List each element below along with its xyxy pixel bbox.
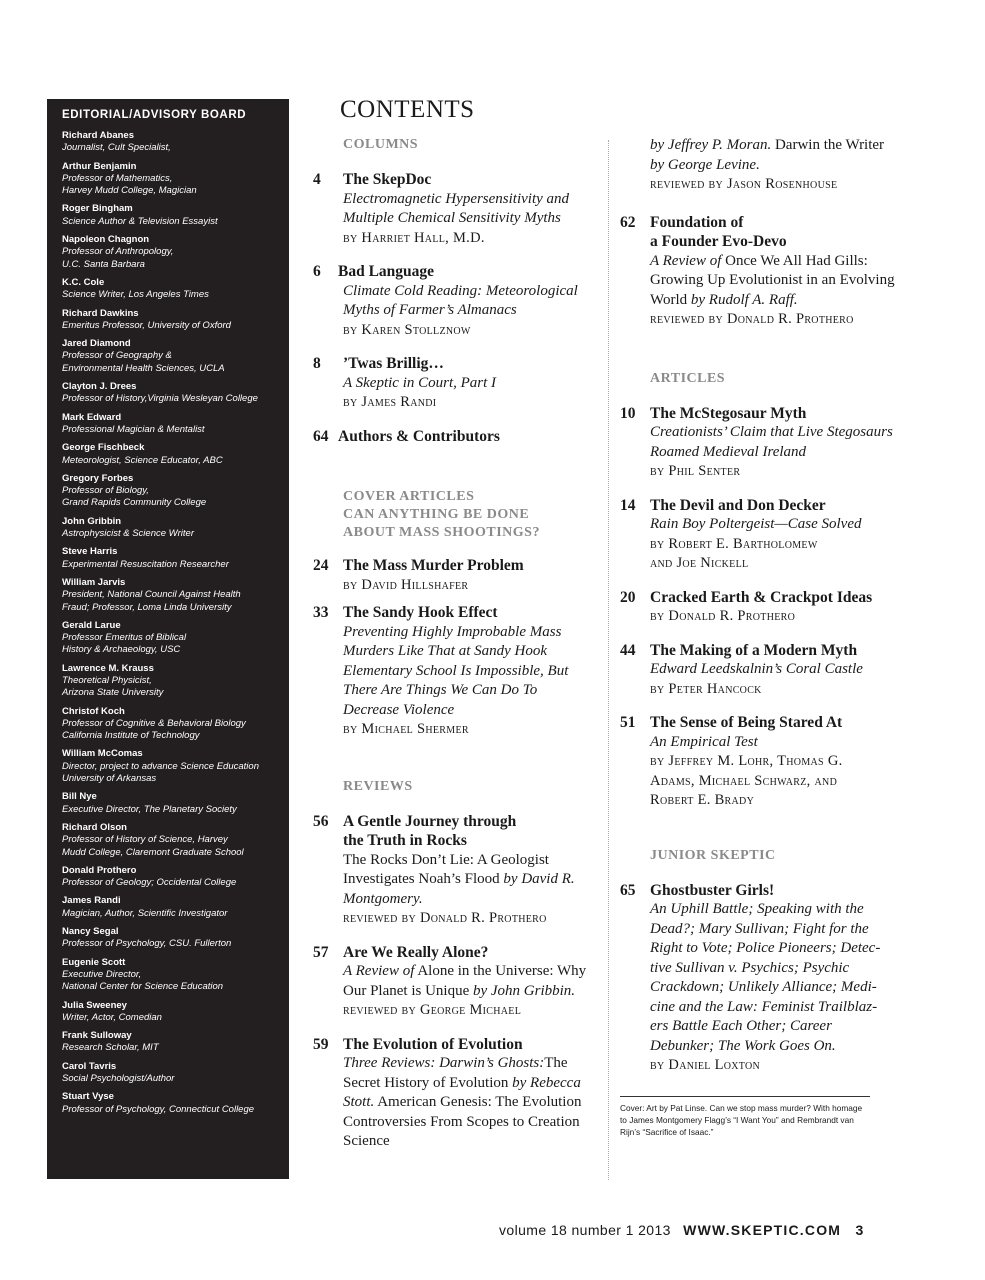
board-member (62, 130, 289, 155)
page-number: 14 (620, 496, 636, 514)
board-member (62, 234, 289, 271)
toc-entry[interactable] (313, 603, 593, 740)
member-role: President, National Council Against Health Fraud; Professor, Loma Linda University (62, 589, 241, 613)
entry-byline: reviewed by Jason Rosenhouse (650, 176, 838, 192)
entry-title: Bad Language (338, 263, 435, 280)
toc-entry[interactable] (313, 556, 593, 595)
member-name: Clayton J. Drees (62, 381, 137, 393)
entry-subtitle: A Review of Alone in the Universe: Why Our Planet is Unique by John Gribbin. (343, 963, 587, 999)
column-divider (608, 140, 609, 1180)
entry-title: Cracked Earth & Crackpot Ideas (650, 588, 873, 606)
entry-byline: by Phil Senter (650, 463, 741, 479)
toc-entry[interactable] (620, 496, 900, 574)
section-heading-junior-skeptic: JUNIOR SKEPTIC (650, 847, 776, 863)
entry-title: The SkepDoc (343, 171, 432, 188)
entry-title: Ghostbuster Girls! (650, 881, 775, 899)
contents-column-left (313, 136, 593, 1152)
entry-subtitle: An Empirical Test (650, 733, 758, 750)
member-role: Professor of History,Virginia Wesleyan College (62, 393, 258, 405)
member-name: Richard Abanes (62, 130, 134, 141)
board-member (62, 822, 289, 859)
member-role: Science Author & Television Essayist (62, 215, 218, 227)
page-number: 20 (620, 588, 636, 606)
member-role: Professor of Biology, Grand Rapids Community College (62, 485, 207, 509)
member-name: William McComas (62, 748, 143, 760)
member-role: Journalist, Cult Specialist, (62, 142, 171, 154)
page-footer (499, 1222, 864, 1238)
entry-title: Foundation of (650, 213, 744, 231)
entry-title: Authors & Contributors (338, 427, 500, 445)
entry-subtitle: The Rocks Don’t Lie: A Geologist Investigates Noah’s Flood by David R. Montgomery. (343, 851, 575, 907)
toc-entry[interactable] (313, 1035, 593, 1152)
entry-byline: reviewed by George Michael (343, 1002, 522, 1018)
entry-byline: by Daniel Loxton (650, 1057, 761, 1073)
entry-byline: by James Randi (343, 394, 437, 410)
entry-byline: by Jeffrey M. Lohr, Thomas G. (650, 753, 843, 769)
member-role: Writer, Actor, Comedian (62, 1011, 162, 1023)
page-number: 33 (313, 604, 329, 621)
entry-subtitle: Climate Cold Reading: Meteorological Myths of Farmer’s Almanacs (343, 282, 578, 318)
page-number: 6 (313, 263, 321, 280)
entry-title: The Sandy Hook Effect (343, 604, 498, 621)
page-number: 51 (620, 714, 636, 731)
member-role: Theoretical Physicist, Arizona State University (62, 674, 164, 699)
member-role: Professor of Psychology, Connecticut College (62, 1103, 255, 1115)
cover-credit: Cover: Art by Pat Linse. Can we stop mass murder? With homage to James Montgomery Flagg’s “I Want You” and Rembrandt van Rijn’s “Sacrifice of Isaac.” (620, 1096, 870, 1139)
entry-title: the Truth in Rocks (343, 832, 467, 849)
editorial-advisory-board (47, 99, 289, 1179)
board-member (62, 865, 289, 890)
member-name: Arthur Benjamin (62, 160, 137, 172)
member-name: Napoleon Chagnon (62, 234, 150, 246)
member-role: Executive Director, The Planetary Society (62, 803, 237, 815)
entry-subtitle: Rain Boy Poltergeist—Case Solved (650, 516, 862, 532)
member-role: Professor of Cognitive & Behavioral Biology California Institute of Technology (62, 717, 246, 742)
entry-title: Are We Really Alone? (343, 943, 489, 961)
member-name: Mark Edward (62, 411, 122, 423)
contents-column-right (620, 136, 900, 1138)
toc-entry[interactable] (620, 404, 900, 482)
board-member (62, 1000, 289, 1025)
entry-title: The Making of a Modern Myth (650, 641, 858, 659)
entry-title: The McStegosaur Myth (650, 404, 807, 422)
page-number-footer: 3 (855, 1222, 864, 1238)
entry-byline: by Robert E. Bartholomew (650, 535, 818, 552)
toc-entry[interactable] (620, 641, 900, 700)
entry-title: ’Twas Brillig… (343, 355, 444, 372)
toc-entry[interactable] (620, 881, 900, 1076)
member-role: Executive Director, National Center for Science Education (62, 968, 224, 993)
entry-subtitle: Edward Leedskalnin’s Coral Castle (650, 661, 863, 677)
member-name: Donald Prothero (62, 864, 137, 876)
board-member (62, 516, 289, 541)
member-name: Richard Olson (62, 821, 127, 833)
entry-title: The Mass Murder Problem (343, 557, 524, 574)
page-number: 4 (313, 171, 321, 188)
member-role: Research Scholar, MIT (62, 1042, 159, 1054)
page-number: 59 (313, 1035, 329, 1053)
board-member (62, 308, 289, 333)
board-member (62, 1030, 289, 1055)
board-member (62, 1091, 289, 1116)
entry-subtitle: Preventing Highly Improbable Mass Murders Like That at Sandy Hook Elementary School Is Impossible, But There Are Things We Can Do To Decrease Violence (343, 623, 569, 718)
page-number: 10 (620, 404, 636, 422)
board-member (62, 957, 289, 994)
entry-subtitle: A Review of Once We All Had Gills: Growing Up Evolutionist in an Evolving World by Rudolf A. Raff. (650, 252, 895, 308)
board-member (62, 895, 289, 920)
issue-info: volume 18 number 1 2013 (499, 1222, 671, 1238)
member-name: Eugenie Scott (62, 956, 126, 968)
page-number: 8 (313, 355, 321, 372)
entry-subtitle: by Jeffrey P. Moran. Darwin the Writer by George Levine. (650, 137, 885, 173)
toc-entry[interactable] (313, 943, 593, 1021)
section-heading-cover-articles: COVER ARTICLES CAN ANYTHING BE DONE ABOUT MASS SHOOTINGS? (343, 489, 540, 540)
toc-entry-continued[interactable] (620, 136, 900, 195)
entry-byline: and Joe Nickell (650, 555, 749, 571)
member-role: Astrophysicist & Science Writer (62, 528, 194, 540)
board-member (62, 338, 289, 375)
member-role: Science Writer, Los Angeles Times (62, 289, 209, 301)
member-name: Julia Sweeney (62, 999, 127, 1011)
member-name: Gerald Larue (62, 619, 121, 631)
member-role: Professor of Mathematics, Harvey Mudd College, Magician (62, 172, 197, 197)
member-name: Nancy Segal (62, 926, 119, 938)
member-name: William Jarvis (62, 576, 126, 588)
section-heading-reviews: REVIEWS (343, 778, 413, 794)
entry-title: The Devil and Don Decker (650, 496, 826, 514)
member-name: George Fischbeck (62, 442, 145, 454)
board-member (62, 473, 289, 510)
board-member (62, 620, 289, 657)
entry-title: The Sense of Being Stared At (650, 714, 843, 731)
page-number: 65 (620, 881, 636, 899)
entry-subtitle: A Skeptic in Court, Part I (343, 374, 497, 391)
member-name: James Randi (62, 895, 121, 907)
entry-subtitle: An Uphill Battle; Speaking with the Dead?; Mary Sullivan; Fight for the Right to Vote; Police Pioneers; Detec- tive Sullivan v. Psychics; Psychic Crackdown; Unlikely Alliance; Medi- cine and the Law: Feminist Trailblaz- ers Battle Each Other; Career Debunker; The Work Goes On. (650, 901, 881, 1054)
toc-entry[interactable] (313, 170, 593, 248)
entry-title: The Evolution of Evolution (343, 1035, 523, 1053)
toc-entry[interactable] (313, 812, 593, 929)
page-number: 64 (313, 427, 329, 445)
board-member (62, 791, 289, 816)
member-role: Magician, Author, Scientific Investigator (62, 907, 228, 919)
entry-subtitle: Electromagnetic Hypersensitivity and Multiple Chemical Sensitivity Myths (343, 190, 570, 226)
toc-entry[interactable] (620, 213, 900, 330)
toc-entry[interactable] (620, 588, 900, 627)
page-title: CONTENTS (340, 96, 475, 123)
board-member (62, 706, 289, 743)
board-member (62, 412, 289, 437)
toc-entry[interactable] (313, 262, 593, 340)
board-member (62, 926, 289, 951)
member-role: Director, project to advance Science Education University of Arkansas (62, 760, 259, 785)
entry-byline: by Peter Hancock (650, 680, 762, 697)
member-name: Gregory Forbes (62, 472, 134, 484)
entry-byline: Robert E. Brady (650, 792, 755, 808)
member-role: Meteorologist, Science Educator, ABC (62, 454, 223, 466)
page-number: 57 (313, 943, 329, 961)
member-name: Roger Bingham (62, 203, 133, 215)
entry-title: a Founder Evo-Devo (650, 233, 787, 250)
page-number: 24 (313, 557, 329, 574)
entry-byline: Adams, Michael Schwarz, and (650, 772, 838, 789)
member-name: K.C. Cole (62, 276, 105, 288)
member-name: Richard Dawkins (62, 307, 139, 319)
member-role: Emeritus Professor, University of Oxford (62, 319, 231, 331)
entry-subtitle: Creationists’ Claim that Live Stegosaurs Roamed Medieval Ireland (650, 424, 893, 460)
board-member (62, 748, 289, 785)
entry-byline: by Harriet Hall, M.D. (343, 229, 485, 246)
entry-byline: reviewed by Donald R. Prothero (343, 910, 547, 926)
toc-entry[interactable] (620, 713, 900, 811)
entry-byline: reviewed by Donald R. Prothero (650, 311, 854, 327)
board-member-list (62, 130, 289, 1116)
page-number: 44 (620, 641, 636, 659)
member-role: Professor of Psychology, CSU. Fullerton (62, 938, 232, 950)
board-member (62, 161, 289, 198)
member-name: Christof Koch (62, 705, 125, 717)
member-role: Experimental Resuscitation Researcher (62, 558, 229, 570)
section-heading-articles: ARTICLES (650, 370, 726, 386)
toc-entry[interactable] (313, 427, 593, 447)
board-member (62, 442, 289, 467)
board-member (62, 277, 289, 302)
member-role: Professor of Anthropology, U.C. Santa Barbara (62, 246, 174, 270)
board-member (62, 663, 289, 700)
member-name: Stuart Vyse (62, 1091, 114, 1103)
toc-entry[interactable] (313, 354, 593, 413)
member-name: Carol Tavris (62, 1060, 117, 1072)
board-member (62, 381, 289, 406)
page-number: 56 (313, 812, 329, 830)
member-role: Professional Magician & Mentalist (62, 423, 205, 435)
entry-byline: by Michael Shermer (343, 721, 469, 737)
member-name: Bill Nye (62, 791, 97, 803)
website-link[interactable]: WWW.SKEPTIC.COM (683, 1222, 842, 1238)
entry-byline: by Donald R. Prothero (650, 608, 796, 624)
entry-byline: by David Hillshafer (343, 576, 469, 593)
entry-title: A Gentle Journey through (343, 812, 517, 830)
board-member (62, 1061, 289, 1086)
section-heading-columns: COLUMNS (343, 137, 419, 152)
entry-subtitle: Three Reviews: Darwin’s Ghosts:The Secret History of Evolution by Rebecca Stott. American Genesis: The Evolution Controversies From Scopes to Creation Science (343, 1055, 582, 1149)
member-role: Professor of Geology; Occidental College (62, 877, 237, 889)
member-name: Jared Diamond (62, 338, 131, 350)
member-name: Lawrence M. Krauss (62, 662, 154, 674)
member-name: Frank Sulloway (62, 1030, 132, 1042)
board-member (62, 203, 289, 228)
board-title: EDITORIAL/ADVISORY BOARD (62, 109, 247, 121)
member-role: Social Psychologist/Author (62, 1073, 175, 1084)
member-role: Professor Emeritus of Biblical History & Archaeology, USC (62, 632, 187, 656)
board-member (62, 546, 289, 571)
entry-byline: by Karen Stollznow (343, 321, 471, 338)
page-number: 62 (620, 213, 636, 231)
board-member (62, 577, 289, 614)
member-role: Professor of Geography & Environmental Health Sciences, UCLA (62, 350, 225, 374)
member-name: John Gribbin (62, 515, 122, 527)
member-name: Steve Harris (62, 546, 118, 558)
member-role: Professor of History of Science, Harvey Mudd College, Claremont Graduate School (62, 834, 244, 858)
